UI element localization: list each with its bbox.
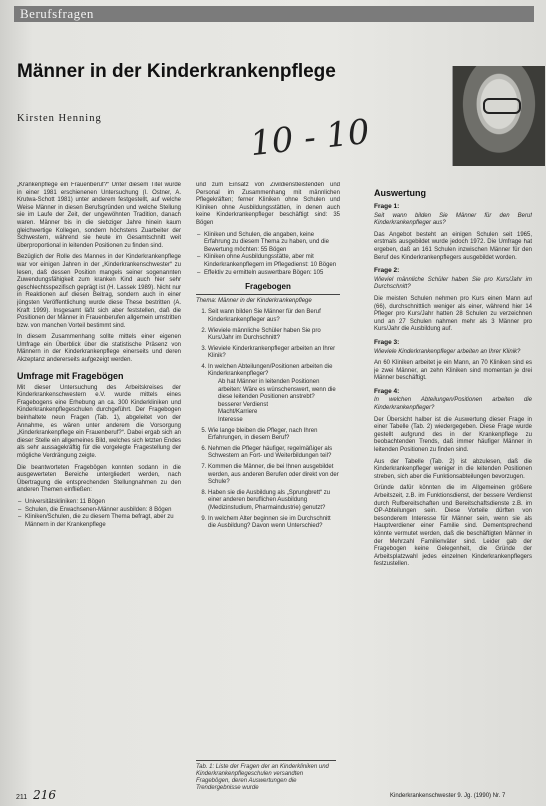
column-2 — [196, 182, 340, 756]
questionnaire-subtitle: Thema: Männer in der Kinderkrankenpflege — [196, 297, 312, 304]
question: 8. Haben sie die Ausbildung als „Sprungbrett“ zu einer anderen beruflichen Ausbildung (Medizinstudium, Pharmaindustrie) genutzt? — [208, 490, 340, 513]
list-item: – Kliniken und Schulen, die angaben, keine Erfahrung zu diesem Thema zu haben, und die Bewertung möchten: 55 Bögen — [204, 232, 340, 255]
author-photo — [452, 66, 545, 166]
section-banner — [14, 6, 534, 22]
paragraph: In diesem Zusammenhang sollte mittels einer eigenen Umfrage ein Überblick über die statistische Präsenz von Männern in der Kinderkrankenpflege einerseits und deren Akzeptanz andererseits aufgezeigt werden. — [17, 334, 181, 364]
list-item: – Universitätskliniken: 11 Bögen — [25, 499, 181, 507]
paragraph: Mit dieser Untersuchung des Arbeitskreises der Kinderkrankenschwestern e.V. wurde mittels eines Fragebogens eine Erhebung an ca. 300 Kinderkliniken und Kinderkrankenpflegeschulen durchgeführt. Der Fragebogen beinhaltete neun Fragen (Tab. 1), abgeleitet von der Annahme, es wären unter anderem die Vorsorgung „Kinderkrankenpflege ein Frauenberuf?“. Dabei ergab sich an dieser Stelle ein allgemeines Bild, welches sich letzten Endes als sehr aussagekräftig für die vorgelegte Fragestellung der mögliche Verdrängung zeigte. — [17, 384, 181, 459]
column-1 — [17, 182, 181, 782]
question: 2. Wieviele männliche Schüler haben Sie pro Kurs/Jahr im Durchschnitt? — [208, 328, 340, 343]
question: 7. Kommen die Männer, die bei Ihnen ausgebildet werden, aus anderen Berufen oder direkt von der Schule? — [208, 464, 340, 487]
question-label: Frage 4: — [374, 387, 400, 395]
question: 1. Seit wann bilden Sie Männer für den Beruf Kinderkrankenpfleger aus? — [208, 309, 340, 324]
question: 3. Wieviele Kinderkrankenpfleger arbeiten an Ihrer Klinik? — [208, 346, 340, 361]
glasses-shape — [483, 98, 521, 114]
list-item: – Kliniken ohne Ausbildungsstätte, aber mit Kinderkrankenpflegern im Pflegedienst: 10 Bögen — [204, 254, 340, 269]
paragraph: Die beantworteten Fragebögen konnten sodann in die ausgewerteten Bereiche untergliedert werden, nach Übertragung die entsprechenden Stellungnahmen zu den anderen Themen einfließen: — [17, 464, 181, 494]
bullet-list — [17, 499, 181, 529]
answer-text: Gründe dafür könnten die im Allgemeinen größere Arbeitszeit, z.B. im Funktionsdienst, der bessere Verdienst durch Rufbereitschaften und Bereitschaftsdienste z.B. im OP-Abteilungen sein. Diese Vorteile dürften von besonderem Interesse für Männer sein, wenn sie als Hauptverdiener einer Familie sind. Dementsprechend könnte vermutet werden, daß die beschäftigten Männer in der Mehrzahl Familienväter sind. Leider gab der Fragebogen keine Gelegenheit, die Gründe der Arbeitsplatzwahl jedes einzelnen Kinderkrankenpflegers festzustellen. — [374, 485, 532, 568]
questionnaire-title: Fragebogen — [245, 282, 291, 292]
list-item: – Schulen, die Erwachsenen-Männer ausbilden: 8 Bögen — [25, 507, 181, 515]
handwritten-page-number: 216 — [33, 788, 57, 802]
author-name: Kirsten Henning — [17, 113, 102, 124]
question-text: Seit wann bilden Sie Männer für den Beruf Kinderkrankenpfleger aus? — [374, 212, 532, 227]
question-list — [196, 309, 340, 530]
option: Interesse — [218, 417, 243, 424]
table-caption: Tab. 1: Liste der Fragen der an Kinderkliniken und Kinderkrankenpflegeschulen versandten Fragebögen, deren Auswertungen die Trendergebnisse wurde — [196, 760, 336, 792]
answer-text: An 60 Kliniken arbeitet je ein Mann, an 70 Kliniken sind es je zwei Männer, an zehn Kliniken sind momentan je drei Männer beschäftigt. — [374, 360, 532, 382]
article-title: Männer in der Kinderkrankenpflege — [17, 61, 336, 82]
answer-text: Aus der Tabelle (Tab. 2) ist abzulesen, daß die Kinderkrankenpfleger weniger in die leitenden Positionen streben, sich aber die Funktionsabteilungen bevorzugen. — [374, 458, 532, 480]
answer-text: Der Übersicht halber ist die Auswertung dieser Frage in einer Tabelle (Tab. 2) wiedergegeben. Diese Frage wurde gestellt aufgrund des in der Krankenpflege zu beobachtenden Trends, daß immer häufiger Männer in leitenden Positionen zu finden sind. — [374, 416, 532, 454]
question: 5. Wie lange bleiben die Pfleger, nach Ihren Erfahrungen, in diesem Beruf? — [208, 428, 340, 443]
question-label: Frage 3: — [374, 338, 400, 346]
answer-text: Das Angebot besteht an einigen Schulen seit 1965, erstmals ausgebildet wurde jedoch 1972. Die Umfrage hat ergeben, daß an 161 Schulen inzwischen Männer für den Beruf des Kinderkrankenpflegers ausgebildet worden. — [374, 231, 532, 261]
divider — [196, 294, 340, 295]
section-heading: Umfrage mit Fragebögen — [17, 370, 124, 381]
list-item: – Effektiv zu ermitteln auswertbare Bögen: 105 — [204, 270, 340, 278]
question-text: In welchen Abteilungen/Positionen arbeiten die Kinderkrankenpfleger? — [374, 397, 532, 412]
question — [208, 364, 340, 425]
question-text: Wieviele Kinderkrankenpfleger arbeiten an Ihrer Klinik? — [374, 348, 521, 355]
paragraph: Bezüglich der Rolle des Mannes in der Kinderkrankenpflege war vor einigen Jahren in der „Kinderkrankenschwester“ zu lesen, daß dessen Position mangels seiner sogenannten Zuwendungsfähigkeit zum kranken Kind auch hier sehr geschlechtsspezifisch geprägt ist (H. Lassek 1989). Nicht nur in Reaktionen auf diesen Beitrag, sondern auch in einer jüngsten Veröffentlichung wurde diese These bestritten (A. Kraft 1999). Insgesamt läßt sich aber feststellen, daß die Positionen der Männer in Frauenberufen allgemein umstritten bzw. von manchen Vorteil bestimmt sind. — [17, 254, 181, 329]
paragraph: „Krankenpflege ein Frauenberuf?“ Unter diesem Titel wurde in einer 1981 erschienenen Untersuchung (I. Ostner, A. Krutwa-Schott 1981) unter anderem festgestellt, auf welche Weise Männer in diesen Berufsgründen und welche Stellung sie im Laufe der Zeit, der ungewöhnten Tradition, danach waren. Männer bis in die siebziger Jahre hinein kaum gleichwertige Kollegen, sondern höchstens Zuarbeiter der Schwestern, während sie heute im Gesamtschnitt weit überproportional in leitenden Positionen zu finden sind. — [17, 182, 181, 249]
question-text: Wieviel männliche Schüler haben Sie pro Kurs/Jahr im Durchschnitt? — [374, 276, 532, 291]
question-text: In welchen Abteilungen/Positionen arbeiten die Kinderkrankenpfleger? — [208, 363, 333, 378]
answer-text: Die meisten Schulen nehmen pro Kurs einen Mann auf (66), durchschnittlich weniger als einer, während hier 14 Pfleger pro Kurs/Jahr hatten 28 Schulen zu verzeichnen und an 27 Schulen nahmen mehr als 3 Männer pro Kurs/Jahr die Ausbildung auf. — [374, 295, 532, 333]
question-label: Frage 2: — [374, 267, 400, 275]
paragraph: und zum Einsatz von Zivildienstleistenden und Personal im Zusammenhang mit männlichen Pflegekräften; ferner Kliniken ohne Schulen und Kliniken ohne Ausbildungsstätten, in denen auch keine Kinderkrankenpfleger beschäftigt sind: 35 Bögen — [196, 182, 340, 226]
section-heading: Auswertung — [374, 188, 427, 198]
printed-page-number: 211 — [16, 794, 28, 801]
bullet-list — [196, 232, 340, 278]
handwritten-mark: 10 - 10 — [248, 111, 372, 165]
column-3 — [374, 182, 532, 786]
question: 9. In welchem Alter beginnen sie im Durchschnitt die Ausbildung? Davon wenn Unterschied? — [208, 516, 340, 531]
option: besserer Verdienst — [218, 401, 269, 408]
question: 6. Nehmen die Pfleger häufiger, regelmäßiger als Schwestern an Fort- und Weiterbildungen teil? — [208, 446, 340, 461]
question-label: Frage 1: — [374, 203, 400, 210]
section-label: Berufsfragen — [20, 6, 94, 21]
journal-citation: Kinderkrankenschwester 9. Jg. (1990) Nr. 7 — [390, 793, 506, 799]
page-number — [16, 788, 56, 802]
list-item: – Kliniken/Schulen, die zu diesem Thema befragt, aber zu Männern in der Krankenpflege — [25, 514, 181, 529]
option: Macht/Karriere — [218, 409, 258, 416]
question-extra: Ab hat Männer in leitenden Positionen arbeiten: Wäre es wünschenswert, wenn die diese leitenden Positionen anstrebt? — [218, 379, 336, 401]
